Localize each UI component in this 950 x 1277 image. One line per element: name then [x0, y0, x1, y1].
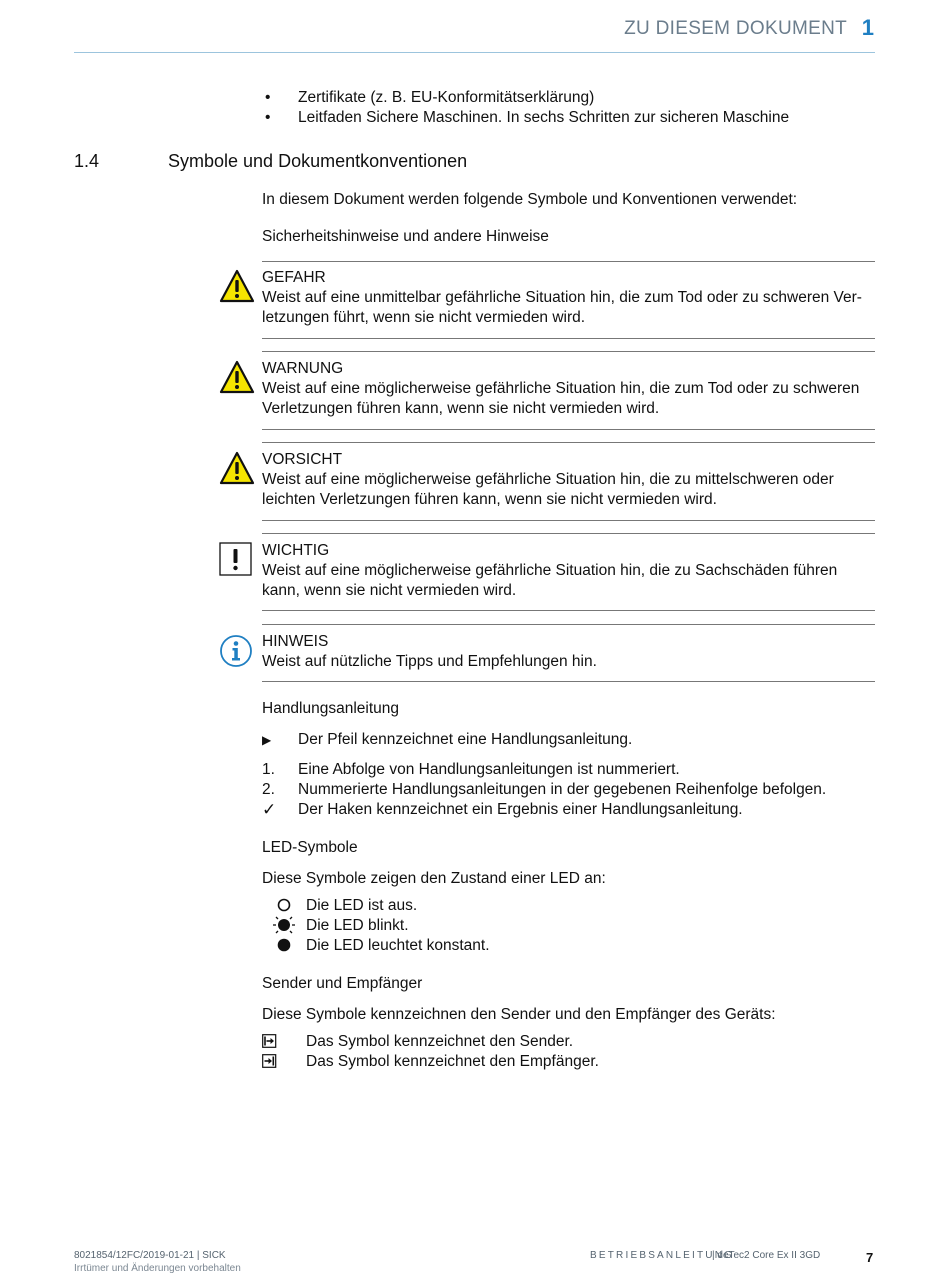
notice-text: kann, wenn sie nicht vermieden wird. [262, 582, 517, 599]
notice-label: WICHTIG [262, 542, 330, 559]
notice-rule [262, 681, 875, 682]
sender-intro: Diese Symbole kennzeichnen den Sender und den Empfänger des Geräts: [262, 1006, 776, 1023]
led-off-icon [276, 897, 292, 913]
header-title: ZU DIESEM DOKUMENT [624, 18, 847, 39]
page-number: 7 [866, 1250, 874, 1265]
footer-doc-type: BETRIEBSANLEITUNG [590, 1250, 735, 1261]
notice-rule [262, 442, 875, 443]
led-on-icon [276, 937, 292, 953]
notice-rule [262, 351, 875, 352]
list-item: Zertifikate (z. B. EU-Konformitätserklärung) [298, 89, 595, 106]
chapter-number: 1 [861, 15, 874, 40]
footer-product: | deTec2 Core Ex II 3GD [712, 1250, 821, 1261]
sender-heading: Sender und Empfänger [262, 975, 423, 992]
led-blinking-icon [272, 914, 296, 936]
led-intro: Diese Symbole zeigen den Zustand einer LED an: [262, 870, 606, 887]
warning-triangle-icon [219, 269, 255, 303]
sender-icon [262, 1034, 278, 1048]
notice-text: Weist auf eine möglicherweise gefährliche Situation hin, die zu mittelschweren oder [262, 471, 834, 488]
notice-text: Weist auf eine möglicherweise gefährliche Situation hin, die zum Tod oder zu schweren [262, 380, 860, 397]
receiver-icon [262, 1054, 278, 1068]
notice-text: Weist auf nützliche Tipps und Empfehlungen hin. [262, 653, 597, 670]
list-item: Nummerierte Handlungsanleitungen in der gegebenen Reihenfolge befolgen. [298, 781, 827, 798]
notice-rule [262, 261, 875, 262]
notice-text: Weist auf eine möglicherweise gefährliche Situation hin, die zu Sachschäden führen [262, 562, 838, 579]
arrow-icon: ▶ [262, 733, 272, 747]
list-item: Der Haken kennzeichnet ein Ergebnis einer Handlungsanleitung. [298, 801, 743, 818]
list-item: Das Symbol kennzeichnet den Empfänger. [306, 1053, 599, 1070]
list-item: Die LED ist aus. [306, 897, 418, 914]
footer-doc-id: 8021854/12FC/2019-01-21 | SICK [74, 1250, 226, 1261]
step-marker: 1. [262, 761, 275, 778]
section-number: 1.4 [74, 151, 100, 171]
exclamation-box-icon [219, 542, 253, 576]
notice-rule [262, 533, 875, 534]
notice-rule [262, 338, 875, 339]
warning-triangle-icon [219, 360, 255, 394]
section-title: Symbole und Dokumentkonventionen [168, 151, 468, 171]
list-item: Das Symbol kennzeichnet den Sender. [306, 1033, 574, 1050]
header-divider [74, 52, 875, 53]
notice-text: Weist auf eine unmittelbar gefährliche Situation hin, die zum Tod oder zu schweren Ver- [262, 289, 862, 306]
list-item: Die LED blinkt. [306, 917, 409, 934]
notice-rule [262, 429, 875, 430]
notice-text: letzungen führt, wenn sie nicht vermieden wird. [262, 309, 586, 326]
list-item: Der Pfeil kennzeichnet eine Handlungsanleitung. [298, 731, 633, 748]
section-intro: In diesem Dokument werden folgende Symbole und Konventionen verwendet: [262, 191, 798, 208]
notice-label: WARNUNG [262, 360, 344, 377]
info-circle-icon [219, 634, 253, 668]
notice-label: GEFAHR [262, 269, 326, 286]
notice-rule [262, 520, 875, 521]
notice-rule [262, 624, 875, 625]
notice-label: VORSICHT [262, 451, 343, 468]
footer-disclaimer: Irrtümer und Änderungen vorbehalten [74, 1263, 241, 1274]
notice-label: HINWEIS [262, 633, 329, 650]
bullet-icon: • [265, 89, 271, 106]
step-marker: 2. [262, 781, 275, 798]
notice-rule [262, 610, 875, 611]
bullet-icon: • [265, 109, 271, 126]
list-item: Eine Abfolge von Handlungsanleitungen ist nummeriert. [298, 761, 680, 778]
instructions-heading: Handlungsanleitung [262, 700, 400, 717]
safety-heading: Sicherheitshinweise und andere Hinweise [262, 228, 549, 245]
list-item: Leitfaden Sichere Maschinen. In sechs Schritten zur sicheren Maschine [298, 109, 790, 126]
warning-triangle-icon [219, 451, 255, 485]
notice-text: Verletzungen führen kann, wenn sie nicht vermieden wird. [262, 400, 660, 417]
checkmark-icon: ✓ [262, 800, 277, 819]
notice-text: leichten Verletzungen führen kann, wenn sie nicht vermieden wird. [262, 491, 717, 508]
led-heading: LED-Symbole [262, 839, 358, 856]
list-item: Die LED leuchtet konstant. [306, 937, 490, 954]
